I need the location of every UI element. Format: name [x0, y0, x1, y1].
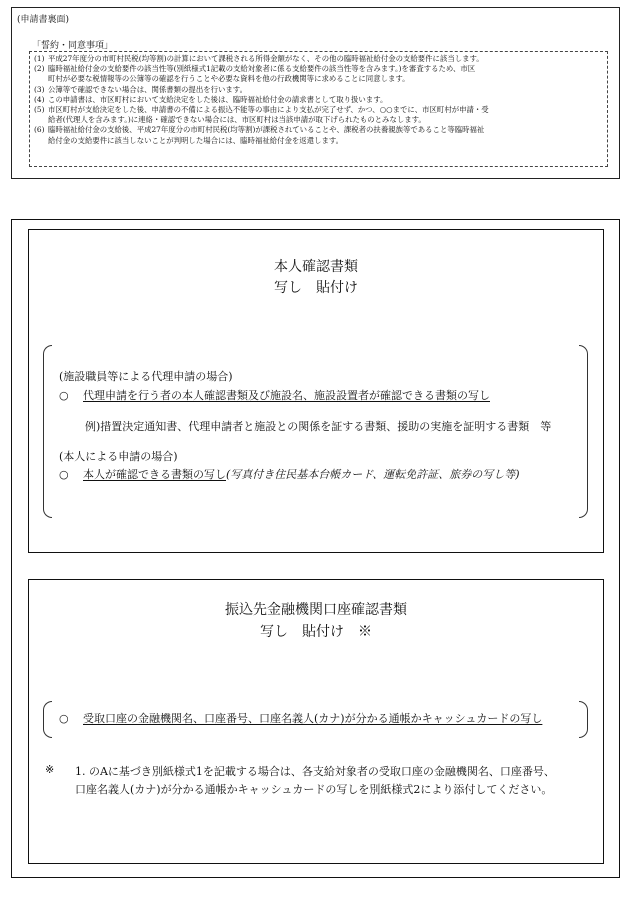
pledge-item-text: 平成27年度分の市町村民税(均等割)の計算において課税される所得金額がなく、その他の臨時福祉給付金の支給要件に該当します。: [48, 54, 484, 63]
bank-account-document-panel: [28, 579, 604, 864]
bank-note-line-1: 1. のAに基づき別紙様式1を記載する場合は、各支給対象者の受取口座の金融機関名、口座番号、: [75, 765, 555, 778]
pledge-section: [11, 7, 620, 179]
pledge-item: [34, 54, 603, 64]
pledge-item: [34, 95, 603, 105]
bank-document-text: 受取口座の金融機関名、口座番号、口座名義人(カナ)が分かる通帳かキャッシュカードの写し: [83, 712, 543, 725]
pledge-item-number: (4): [34, 94, 45, 104]
pledge-item-number: (5): [34, 105, 45, 115]
pledge-item: [34, 85, 603, 95]
right-bracket: [579, 701, 588, 738]
circle-bullet-icon: ○: [59, 468, 69, 481]
pledge-title: 「誓約・同意事項」: [32, 41, 114, 51]
self-document-text: 本人が確認できる書類の写し: [83, 468, 226, 481]
bank-panel-title: 振込先金融機関口座確認書類: [225, 602, 407, 618]
left-bracket: [43, 701, 52, 738]
pledge-item-text: 臨時福祉給付金の支給要件の該当性等(別紙様式1記載の支給対象者に係る支給要件の該当性等を含みます。)を審査するため、市区 町村が必要な税情報等の公簿等の確認を行うことや必要な資料を他の行政機関等に求めることに同意します。: [48, 64, 476, 84]
bank-panel-subtitle: 写し 貼付け ※: [260, 624, 372, 640]
proxy-application-heading: (施設職員等による代理申請の場合): [59, 370, 233, 383]
pledge-list: [29, 51, 608, 167]
bank-note-line-2: 口座名義人(カナ)が分かる通帳かキャッシュカードの写しを別紙様式2により添付してください。: [75, 783, 553, 796]
circle-bullet-icon: ○: [59, 712, 69, 725]
circle-bullet-icon: ○: [59, 389, 69, 402]
pledge-item-number: (2): [34, 64, 45, 74]
pledge-item-number: (6): [34, 125, 45, 135]
right-bracket: [579, 345, 588, 518]
identity-panel-title: 本人確認書類: [274, 259, 358, 275]
attachment-section: [11, 219, 620, 878]
pledge-item: [34, 64, 603, 84]
back-side-label: (申請書裏面): [17, 15, 70, 25]
self-document-examples: (写真付き住民基本台帳カード、運転免許証、旅券の写し等): [226, 468, 520, 481]
bank-required-document: [59, 710, 542, 726]
proxy-document-text: 代理申請を行う者の本人確認書類及び施設名、施設設置者が確認できる書類の写し: [83, 389, 490, 402]
pledge-item-number: (3): [34, 84, 45, 94]
pledge-item-number: (1): [34, 54, 45, 63]
pledge-item-text: 市区町村が支給決定をした後、申請書の不備による振込不能等の事由により支払が完了せず、かつ、○○までに、市区町村が申請・受 給者(代理人を含みます。)に連絡・確認できない場合には、市区町村は当該申請が取下げられたものとみなします。: [48, 105, 489, 125]
left-bracket: [43, 345, 52, 518]
self-required-document: [59, 466, 520, 482]
pledge-item: [34, 105, 603, 125]
pledge-item-text: 臨時福祉給付金の支給後、平成27年度分の市町村民税(均等割)が課税されていることや、課税者の扶養親族等であること等臨時福祉 給付金の支給要件に該当しないことが判明した場合には、臨時福祉給付金を返還します。: [48, 125, 485, 145]
identity-document-panel: [28, 229, 604, 553]
pledge-item-text: この申請書は、市区町村において支給決定をした後は、臨時福祉給付金の請求書として取り扱います。: [48, 94, 388, 104]
proxy-document-examples: 例)措置決定通知書、代理申請者と施設との関係を証する書類、援助の実施を証明する書類 等: [85, 420, 552, 433]
self-application-heading: (本人による申請の場合): [59, 450, 178, 463]
proxy-required-document: [59, 387, 490, 403]
pledge-item-text: 公簿等で確認できない場合は、関係書類の提出を行います。: [48, 84, 247, 94]
identity-panel-subtitle: 写し 貼付け: [274, 280, 358, 296]
bank-note-mark: ※: [45, 763, 55, 776]
pledge-item: [34, 125, 603, 145]
